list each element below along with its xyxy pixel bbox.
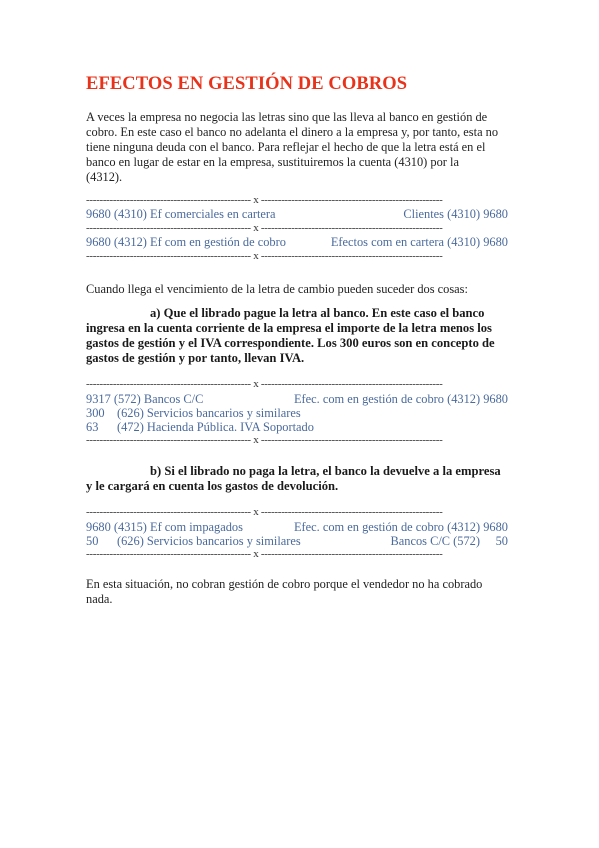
- case-b-line-1: [150, 464, 501, 479]
- entry-credit: Efec. com en gestión de cobro (4312) 9680: [293, 392, 508, 406]
- entry-debit: 9680 (4312) Ef com en gestión de cobro: [86, 235, 286, 249]
- entry-credit: Clientes (4310) 9680: [403, 207, 508, 221]
- case-b-line-2: y le cargará en cuenta los gastos de devolución.: [86, 479, 339, 493]
- case-b-text: Si el librado no paga la letra, el banco la devuelve a la empresa: [164, 464, 501, 478]
- entry-credit: Bancos C/C (572): [390, 534, 480, 548]
- case-a-line-4: gastos de gestión y por tanto, llevan IVA.: [86, 351, 305, 365]
- intro-line-3: tiene ninguna deuda con el banco. Para reflejar el hecho de que la letra está en el: [86, 140, 486, 154]
- journal-entry-row: [86, 235, 508, 251]
- entry-credit: Efectos com en cartera (4310) 9680: [330, 235, 508, 249]
- separator-line: ------------------------------------------------- x ------------------------------------------------------: [86, 548, 443, 560]
- case-a-line-2: ingresa en la cuenta corriente de la empresa el importe de la letra menos los: [86, 321, 492, 335]
- entry-credit-amount: 50: [495, 534, 508, 548]
- intro-line-2: cobro. En este caso el banco no adelanta el dinero a la empresa y, por tanto, esta no: [86, 125, 499, 139]
- separator-line: ------------------------------------------------- x ------------------------------------------------------: [86, 222, 443, 234]
- journal-entry-row: [86, 207, 508, 223]
- entry-debit: 9317 (572) Bancos C/C: [86, 392, 204, 406]
- separator-line: ------------------------------------------------- x ------------------------------------------------------: [86, 194, 443, 206]
- entry-debit: 63 (472) Hacienda Pública. IVA Soportado: [86, 420, 314, 434]
- entry-debit: 9680 (4315) Ef com impagados: [86, 520, 243, 534]
- intro-line-4: banco en lugar de estar en la empresa, sustituiremos la cuenta (4310) por la: [86, 155, 459, 169]
- intro-line-5: (4312).: [86, 170, 123, 184]
- intro-line-1: A veces la empresa no negocia las letras sino que las lleva al banco en gestión de: [86, 110, 488, 124]
- case-b-marker: b): [150, 464, 162, 478]
- separator-line: ------------------------------------------------- x ------------------------------------------------------: [86, 250, 443, 262]
- entry-debit: 50 (626) Servicios bancarios y similares: [86, 534, 301, 548]
- entry-credit: Efec. com en gestión de cobro (4312) 9680: [293, 520, 508, 534]
- case-a-line-1: [150, 306, 484, 321]
- vencimiento-text: Cuando llega el vencimiento de la letra de cambio pueden suceder dos cosas:: [86, 282, 468, 296]
- entry-debit: 300 (626) Servicios bancarios y similares: [86, 406, 301, 420]
- case-a-marker: a): [150, 306, 161, 320]
- entry-debit: 9680 (4310) Ef comerciales en cartera: [86, 207, 276, 221]
- case-a-line-3: gastos de gestión y el IVA correspondiente. Los 300 euros son en concepto de: [86, 336, 495, 350]
- closing-line-1: En esta situación, no cobran gestión de cobro porque el vendedor no ha cobrado: [86, 577, 483, 591]
- closing-line-2: nada.: [86, 592, 113, 606]
- separator-line: ------------------------------------------------- x ------------------------------------------------------: [86, 434, 443, 446]
- separator-line: ------------------------------------------------- x ------------------------------------------------------: [86, 506, 443, 518]
- page-title: EFECTOS EN GESTIÓN DE COBROS: [86, 74, 408, 94]
- separator-line: ------------------------------------------------- x ------------------------------------------------------: [86, 378, 443, 390]
- case-a-text: Que el librado pague la letra al banco. En este caso el banco: [163, 306, 485, 320]
